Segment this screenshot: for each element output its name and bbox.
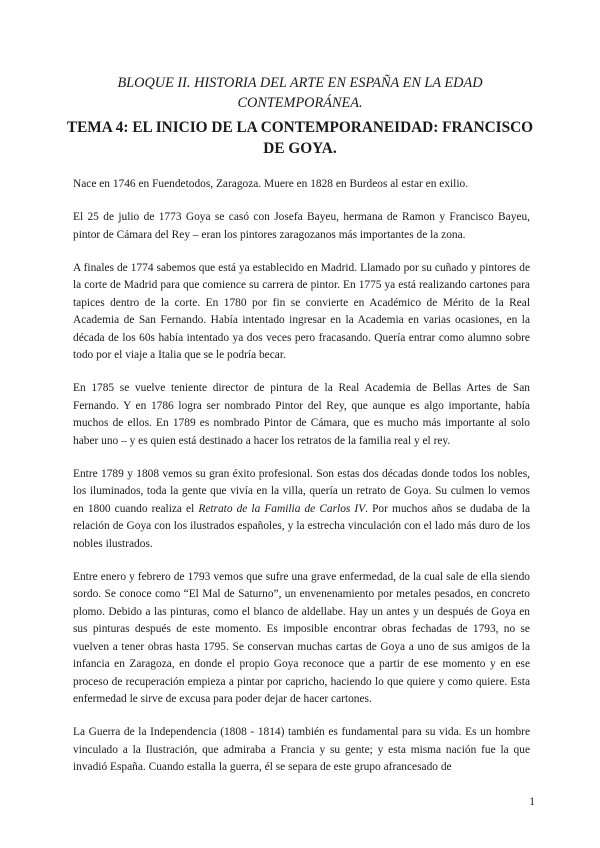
paragraph-success-text-after: . Por muchos años se dudaba de la relación de Goya con los ilustrados españoles, y la estrecha vinculación con el lado más duro de los nobles ilustrados. <box>73 502 530 550</box>
paragraph-madrid: A finales de 1774 sabemos que está ya establecido en Madrid. Llamado por su cuñado y pintores de la corte de Madrid para que comience su carrera de pintor. En 1775 ya está realizando cartones para tapices dentro de la corte. En 1780 por fin se convierte en Académico de Mérito de la Real Academia de San Fernando. Había intentado ingresar en la Academia en varias ocasiones, en la década de los 60s había intentado ya dos veces pero fracasando. Quería entrar como alumno sobre todo por el viaje a Italia que se le podría becar. <box>73 261 530 361</box>
paragraph-war: La Guerra de la Independencia (1808 - 1814) también es fundamental para su vida. Es un hombre vinculado a la Ilustración, que admiraba a Francia y su gente; y esta misma nación fue la que invadió España. Cuando estalla la guerra, él se separa de este grupo afrancesado de <box>73 726 530 773</box>
topic-title: TEMA 4: EL INICIO DE LA CONTEMPORANEIDAD: FRANCISCO DE GOYA. <box>66 119 534 157</box>
document-body <box>73 176 530 792</box>
paragraph-illness: Entre enero y febrero de 1793 vemos que sufre una grave enfermedad, de la cual sale de ella siendo sordo. Se conoce como “El Mal de Saturno”, un envenenamiento por metales pesados, en concreto plomo. Debido a las pinturas, como el blanco de aldellabe. Hay un antes y un después de Goya en sus pinturas después de este momento. Es imposible encontrar obras fechadas de 1793, no se vuelven a tener obras hasta 1795. Se conservan muchas cartas de Goya a uno de sus amigos de la infancia en Zaragoza, en donde el propio Goya reconoce que a partir de ese momento y en ese proceso de recuperación empieza a pintar por capricho, haciendo lo que quiere y como quiere. Esta enfermedad le sirve de excusa para poder dejar de hacer cartones. <box>73 570 530 705</box>
paragraph-birth-death: Nace en 1746 en Fuendetodos, Zaragoza. Muere en 1828 en Burdeos al estar en exilio. <box>73 178 469 190</box>
paragraph-academy: En 1785 se vuelve teniente director de pintura de la Real Academia de Bellas Artes de San Fernando. Y en 1786 logra ser nombrado Pintor del Rey, que aunque es algo importante, había muchos de ellos. En 1789 es nombrado Pintor de Cámara, que es mucho más importante al solo haber uno – y es quien está destinado a hacer los retratos de la familia real y el rey. <box>73 382 530 447</box>
paragraph-marriage: El 25 de julio de 1773 Goya se casó con Josefa Bayeu, hermana de Ramon y Francisco Bayeu, pintor de Cámara del Rey – eran los pintores zaragozanos más importantes de la zona. <box>73 211 530 241</box>
paragraph-success-text-before: Entre 1789 y 1808 vemos su gran éxito profesional. Son estas dos décadas donde todos los nobles, los iluminados, toda la gente que vivía en la villa, quería un retrato de Goya. Su culmen lo vemos en 1800 cuando realiza el <box>73 467 530 515</box>
page-number: 1 <box>529 796 535 808</box>
section-title: BLOQUE II. HISTORIA DEL ARTE EN ESPAÑA EN LA EDAD CONTEMPORÁNEA. <box>117 75 483 111</box>
paragraph-success <box>73 466 530 554</box>
painting-title: Retrato de la Familia de Carlos IV <box>198 502 366 515</box>
